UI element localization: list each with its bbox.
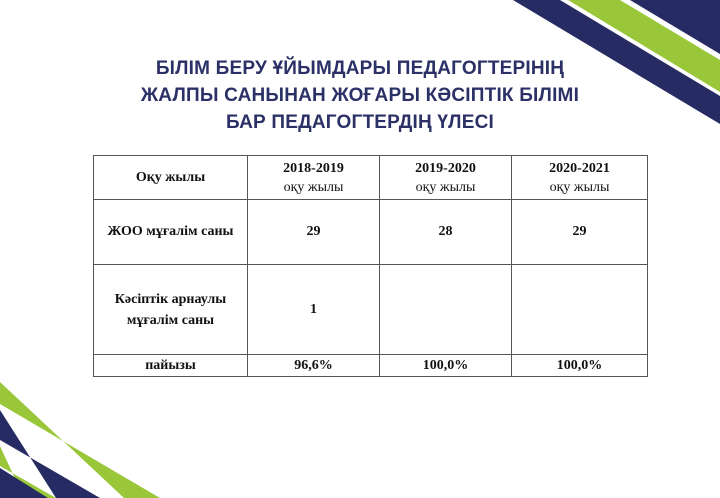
table-cell — [380, 265, 512, 355]
header-cell-year — [380, 156, 512, 200]
statistics-table — [93, 155, 648, 377]
table-cell: 28 — [380, 200, 512, 265]
table-row — [94, 355, 648, 377]
table-row — [94, 200, 648, 265]
title-line-2: ЖАЛПЫ САНЫНАН ЖОҒАРЫ КӘСІПТІК БІЛІМІ — [140, 85, 580, 106]
row-label: ЖОО мұғалім саны — [94, 200, 248, 265]
table-cell: 96,6% — [248, 355, 380, 377]
row-label-line: мұғалім саны — [126, 312, 215, 328]
row-label — [94, 265, 248, 355]
row-label-line: Кәсіптік арнаулы — [114, 291, 227, 307]
table-cell: 29 — [512, 200, 648, 265]
title-line-3: БАР ПЕДАГОГТЕРДІҢ ҮЛЕСІ — [225, 112, 494, 133]
header-year-sub: оқу жылы — [415, 179, 476, 195]
header-year-sub: оқу жылы — [283, 179, 344, 195]
page-title — [60, 55, 660, 136]
table-row — [94, 265, 648, 355]
table-cell: 29 — [248, 200, 380, 265]
row-label: пайызы — [94, 355, 248, 377]
header-year: 2019-2020 — [415, 160, 476, 176]
table-cell — [512, 265, 648, 355]
header-cell-academic-year: Оқу жылы — [94, 156, 248, 200]
header-year-sub: оқу жылы — [549, 179, 610, 195]
header-year: 2020-2021 — [549, 160, 610, 176]
table-cell: 100,0% — [512, 355, 648, 377]
table-cell: 1 — [248, 265, 380, 355]
header-cell-year — [248, 156, 380, 200]
header-cell-year — [512, 156, 648, 200]
table-header-row — [94, 156, 648, 200]
header-year: 2018-2019 — [283, 160, 344, 176]
title-line-1: БІЛІМ БЕРУ ҰЙЫМДАРЫ ПЕДАГОГТЕРІНІҢ — [155, 58, 565, 79]
table-cell: 100,0% — [380, 355, 512, 377]
